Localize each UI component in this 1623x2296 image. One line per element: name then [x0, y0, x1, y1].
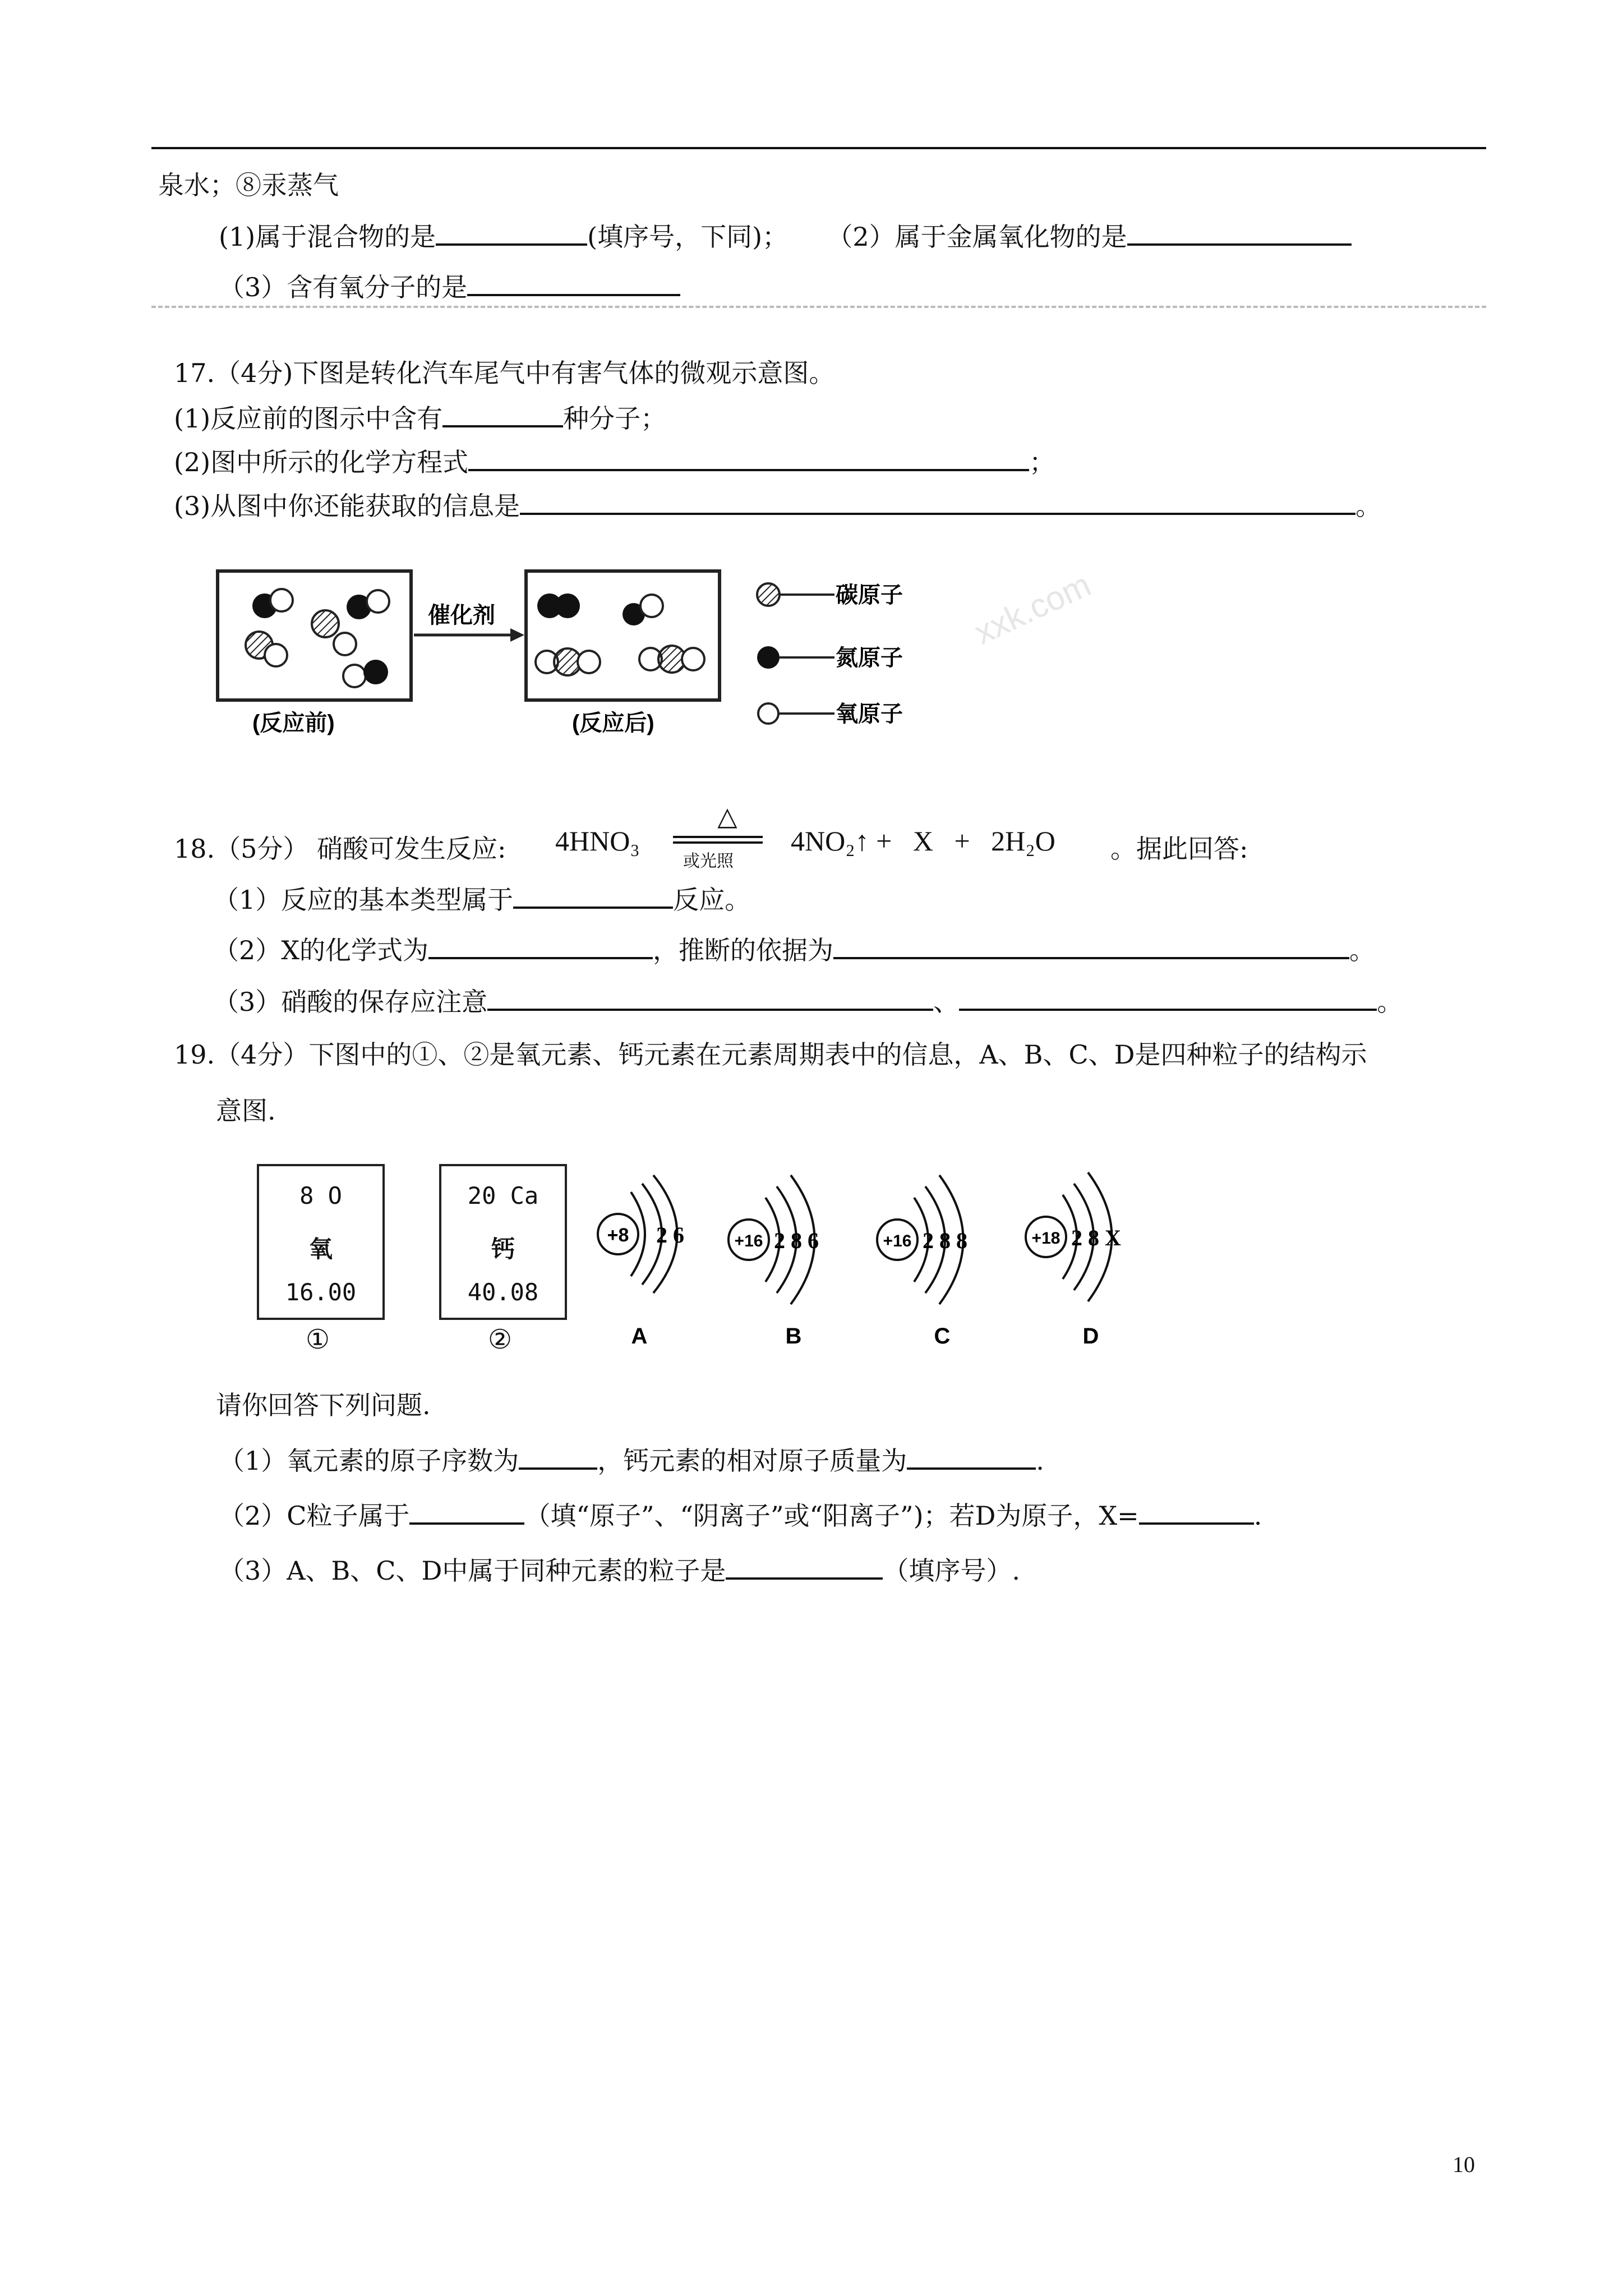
q16-part3: （3）含有氧分子的是 — [219, 268, 680, 304]
q16-part1: (1)属于混合物的是 (填序号，下同)； （2）属于金属氧化物的是 — [219, 218, 1352, 254]
nucleus-D: +18 — [1031, 1229, 1061, 1248]
oxygen-atom — [270, 589, 293, 611]
calcium-name: 钙 — [491, 1235, 515, 1263]
heat-symbol: △ — [717, 801, 737, 831]
q19-title-line2: 意图. — [216, 1096, 276, 1126]
q17-part2: (2)图中所示的化学方程式 ； — [174, 443, 1055, 479]
oxygen-atom — [682, 648, 704, 670]
structure-C — [877, 1175, 967, 1349]
q18-title-suffix: 。据此回答: — [1110, 834, 1248, 864]
q18-part1: （1）反应的基本类型属于 反应。 — [213, 881, 750, 917]
oxygen-atom — [334, 633, 356, 655]
label-C: C — [934, 1324, 951, 1349]
particle-structures — [586, 1153, 1158, 1360]
q19-part3: （3）A、B、C、D中属于同种元素的粒子是 （填序号）. — [219, 1552, 1020, 1588]
structure-B — [728, 1175, 819, 1349]
after-box — [526, 571, 720, 700]
catalyst-label: 催化剂 — [428, 603, 495, 628]
shells-D: 2 8 X — [1071, 1225, 1121, 1250]
oxygen-number-symbol: 8 O — [299, 1182, 342, 1209]
after-label: (反应后) — [572, 711, 654, 735]
legend-carbon-icon — [757, 583, 780, 606]
page-number: 10 — [1453, 2152, 1475, 2177]
q18-part3: （3）硝酸的保存应注意 、 。 — [213, 983, 1403, 1019]
label-A: A — [631, 1324, 648, 1349]
calcium-number-symbol: 20 Ca — [467, 1182, 539, 1209]
nucleus-B: +16 — [734, 1232, 763, 1250]
shells-C: 2 8 8 — [923, 1228, 967, 1253]
legend-oxygen-icon — [758, 703, 778, 724]
calcium-mass: 40.08 — [467, 1278, 539, 1306]
eq-right: 4NO₂↑ + X + 2H₂O — [791, 825, 1055, 857]
shells-B: 2 8 6 — [774, 1228, 819, 1253]
eq-left: 4HNO₃ — [555, 825, 640, 857]
eq-line-top — [673, 836, 763, 838]
legend-nitrogen-icon — [757, 646, 780, 669]
q17-part1: (1)反应前的图示中含有 种分子； — [174, 399, 666, 435]
element-label-2: ② — [488, 1324, 513, 1355]
header-rule — [151, 147, 1486, 149]
legend-oxygen: 氧原子 — [836, 702, 903, 726]
q17-title: 17.（4分)下图是转化汽车尾气中有害气体的微观示意图。 — [174, 358, 835, 388]
oxygen-atom — [265, 644, 287, 666]
arrow-head — [510, 628, 524, 642]
q19-title-line1: 19.（4分）下图中的①、②是氧元素、钙元素在元素周期表中的信息，A、B、C、D是四种粒子的结构示 — [174, 1039, 1367, 1070]
q19-part2: （2）C粒子属于 （填“原子”、“阴离子”或“阳离子”)；若D为原子，X= . — [219, 1497, 1262, 1533]
eq-line-bottom — [673, 841, 763, 844]
oxygen-atom — [367, 590, 389, 613]
structure-D — [1026, 1172, 1121, 1349]
carbon-atom — [312, 610, 339, 637]
oxygen-atom — [578, 651, 600, 673]
element-card-calcium — [439, 1164, 567, 1320]
q17-part3: (3)从图中你还能获取的信息是 。 — [174, 487, 1381, 523]
eq-condition: 或光照 — [683, 852, 734, 871]
nucleus-A: +8 — [607, 1225, 629, 1246]
shells-A: 2 6 — [656, 1222, 684, 1248]
legend-nitrogen: 氮原子 — [836, 646, 903, 670]
label-D: D — [1082, 1324, 1099, 1349]
nitrogen-atom — [555, 593, 580, 618]
section-divider — [151, 306, 1486, 308]
q18-part2: （2）X的化学式为 ，推断的依据为 。 — [213, 931, 1375, 967]
element-card-oxygen — [257, 1164, 385, 1320]
q16-line: 泉水；⑧汞蒸气 — [158, 170, 339, 200]
reaction-diagram — [208, 561, 1105, 746]
element-label-1: ① — [306, 1324, 330, 1355]
oxygen-mass: 16.00 — [285, 1278, 357, 1306]
q18-title-prefix: 18.（5分） 硝酸可发生反应: — [174, 834, 506, 864]
before-label: (反应前) — [252, 711, 335, 735]
oxygen-name: 氧 — [308, 1235, 333, 1263]
q19-part1: （1）氧元素的原子序数为 ，钙元素的相对原子质量为 . — [219, 1442, 1044, 1478]
label-B: B — [785, 1324, 802, 1349]
watermark: xxk.com — [969, 565, 1096, 652]
q19-ask: 请你回答下列问题. — [216, 1390, 431, 1420]
oxygen-atom — [343, 665, 366, 687]
structure-A — [598, 1175, 684, 1349]
legend-carbon: 碳原子 — [836, 583, 903, 608]
nucleus-C: +16 — [883, 1232, 912, 1250]
nitrogen-atom — [363, 660, 388, 684]
oxygen-atom — [640, 595, 663, 617]
